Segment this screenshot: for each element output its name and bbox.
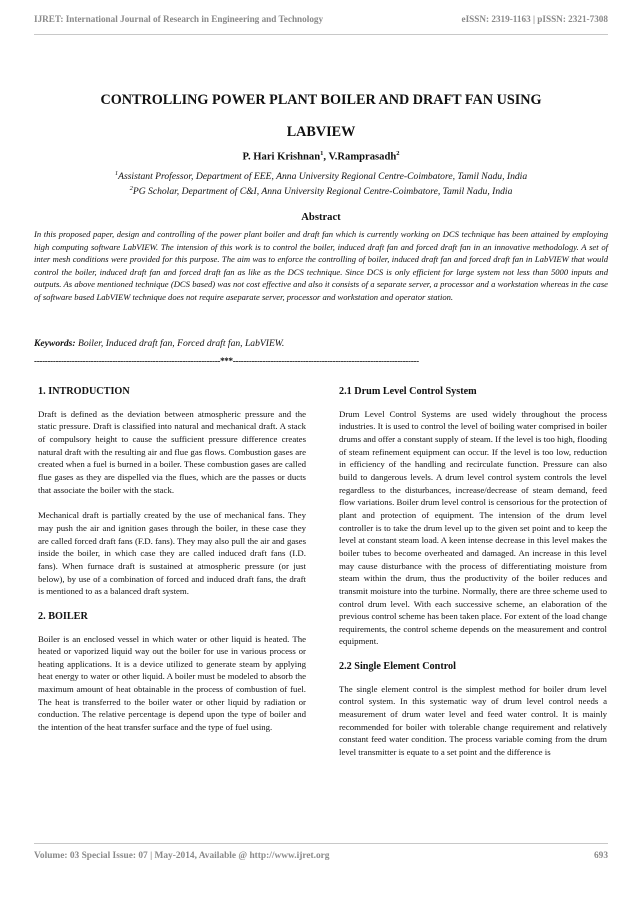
section-2-1-paragraph-1: Drum Level Control Systems are used widely throughout the process industries. It is used to control the level of boiling water comprised in boiler drums and offer a constant supply of steam. If the level is too high, flooding of steam refinement equipment can occur. If the level is too low, reduction in efficiency of the handling and recirculate function. Pressure can also build to dangerous levels. A drum level control system controls the level regardless to the disturbances, increase/decrease of steam demand, feed flow variations. Boiler drum level control is censorious for the protection of plant and protection of equipment. The intension of the drum level controller is to take the drum level up to the given set point and to keep the level at constant steam load. A keen intense decrease in this level makes the boiler tubes to become overheated and damaged. An increase in this level may cause disturbance with the process of differentiating moisture from steam within the drum, thus the productivity of the boiler reduces and transmit moisture into the turbine. Normally, there are three scheme used to control drum level. With each successive scheme, an elaboration of the previous control scheme has been taken place. For extent of the load change requirements, the control scheme depends on the measurement and control equipment. [339,408,607,647]
abstract-text: In this proposed paper, design and controlling of the power plant boiler and draft fan which is currently working on DCS technique has been attained by employing high computing software LabVIEW. The intension of this work is to control the boiler, induced draft fan and forced draft fan in an innovative methodology. A set of inter mesh conditions were provided for this purpose. The aim was to enforce the controlling of boiler, induced draft fan and forced draft fan in LabVIEW that would control the boiler, induced draft fan and forced draft fan as like as the DCS technique. Since DCS is only efficient for large system not less than 5000 inputs and outputs. As above mentioned technique (DCS based) was not cost effective and also it consists of a separate server, a processor and a workstation whereas in the case of software based LabVIEW technique does not require aseparate server, processor and workstation and operator station. [34,229,608,302]
section-2-heading: 2. BOILER [38,610,88,622]
affiliation-1 [34,170,608,182]
author-2-name: V.Ramprasadh [328,151,397,163]
author-2-marker: 2 [396,150,400,157]
section-2-2-paragraph-1: The single element control is the simplest method for boiler drum level control system. In this systematic way of drum level control needs a measurement of drum water level and feed water control. It is mainly recommended for boiler with tolerable change requirement and relatively constant feed water condition. The process variable coming from the drum level transmitter is equate to a set point and the difference is [339,683,607,758]
section-2-paragraph-1: Boiler is an enclosed vessel in which water or other liquid is heated. The heated or vaporized liquid way out the boiler for use in various process or heating applications. It is a device utilized to generate steam by applying heat energy to water or other liquid. A boiler must be modeled to absorb the maximum amount of heat obtainable in the process of combustion of fuel. The heat is transferred to the boiler water or other liquid by radiation or conduction. The relative percentage is depend upon the type of boiler and the intention of the heat transfer surface and the type of fuel using. [38,633,306,733]
section-2-2-heading: 2.2 Single Element Control [339,661,456,673]
volume-info: Volume: 03 Special Issue: 07 | May-2014, Available @ http://www.ijret.org [34,851,330,861]
keywords [34,338,608,349]
title-line-2: LABVIEW [286,124,356,140]
keywords-label: Keywords: [34,338,76,349]
affiliation-1-text: Assistant Professor, Department of EEE, Anna University Regional Centre-Coimbatore, Tamil Nadu, India [118,171,528,183]
author-list [34,150,608,163]
section-2-1-heading: 2.1 Drum Level Control System [339,386,477,397]
journal-name: IJRET: International Journal of Research in Engineering and Technology [34,14,324,24]
abstract-heading: Abstract [301,212,341,223]
affiliation-2-marker: 2 [129,185,133,192]
section-1-heading: 1. INTRODUCTION [38,386,130,397]
right-column [339,386,607,772]
left-column [38,386,306,747]
footer-divider [34,843,608,844]
section-separator: ---------------------------------------------------------------------***--------------------------------------------------------------------- [34,356,419,366]
section-1-paragraph-1: Draft is defined as the deviation between atmospheric pressure and the static pressure. Draft is classified into natural and mechanical draft. A stack of compulsory height to cause the sufficient pressure difference creates natural draft with the resulting air and flue gas flows. Combustion gases are created when a fuel is burned in a boiler. These combustion gases are called flue gases as they are dispelled via the flues, which are the passes or ducts that associate the boiler with the stack. [38,408,306,495]
affiliation-2 [34,185,608,197]
title-line-1: CONTROLLING POWER PLANT BOILER AND DRAFT FAN USING [100,92,542,108]
paper-title [34,84,608,148]
page-number: 693 [593,851,608,861]
header-divider [34,34,608,35]
author-1-name: P. Hari Krishnan [242,151,321,163]
author-separator: , [323,151,329,163]
affiliation-1-marker: 1 [114,170,119,177]
keywords-value: Boiler, Induced draft fan, Forced draft fan, LabVIEW. [75,338,285,349]
affiliation-2-text: PG Scholar, Department of C&I, Anna University Regional Centre-Coimbatore, Tamil Nadu, India [132,186,513,198]
author-1-marker: 1 [320,150,324,157]
issn-info: eISSN: 2319-1163 | pISSN: 2321-7308 [461,14,608,24]
section-1-paragraph-2: Mechanical draft is partially created by the use of mechanical fans. They may push the air and ignition gases through the boiler, in these case they are called forced draft fans (F.D. fans). They may also pull the air and gases inside the boiler, in which case they are called induced draft fans (I.D. fans). When furnace draft is sustained at atmospheric pressure (or just below), by use of a combination of forced and induced draft fans, the draft is mentioned to as a balanced draft system. [38,510,306,597]
